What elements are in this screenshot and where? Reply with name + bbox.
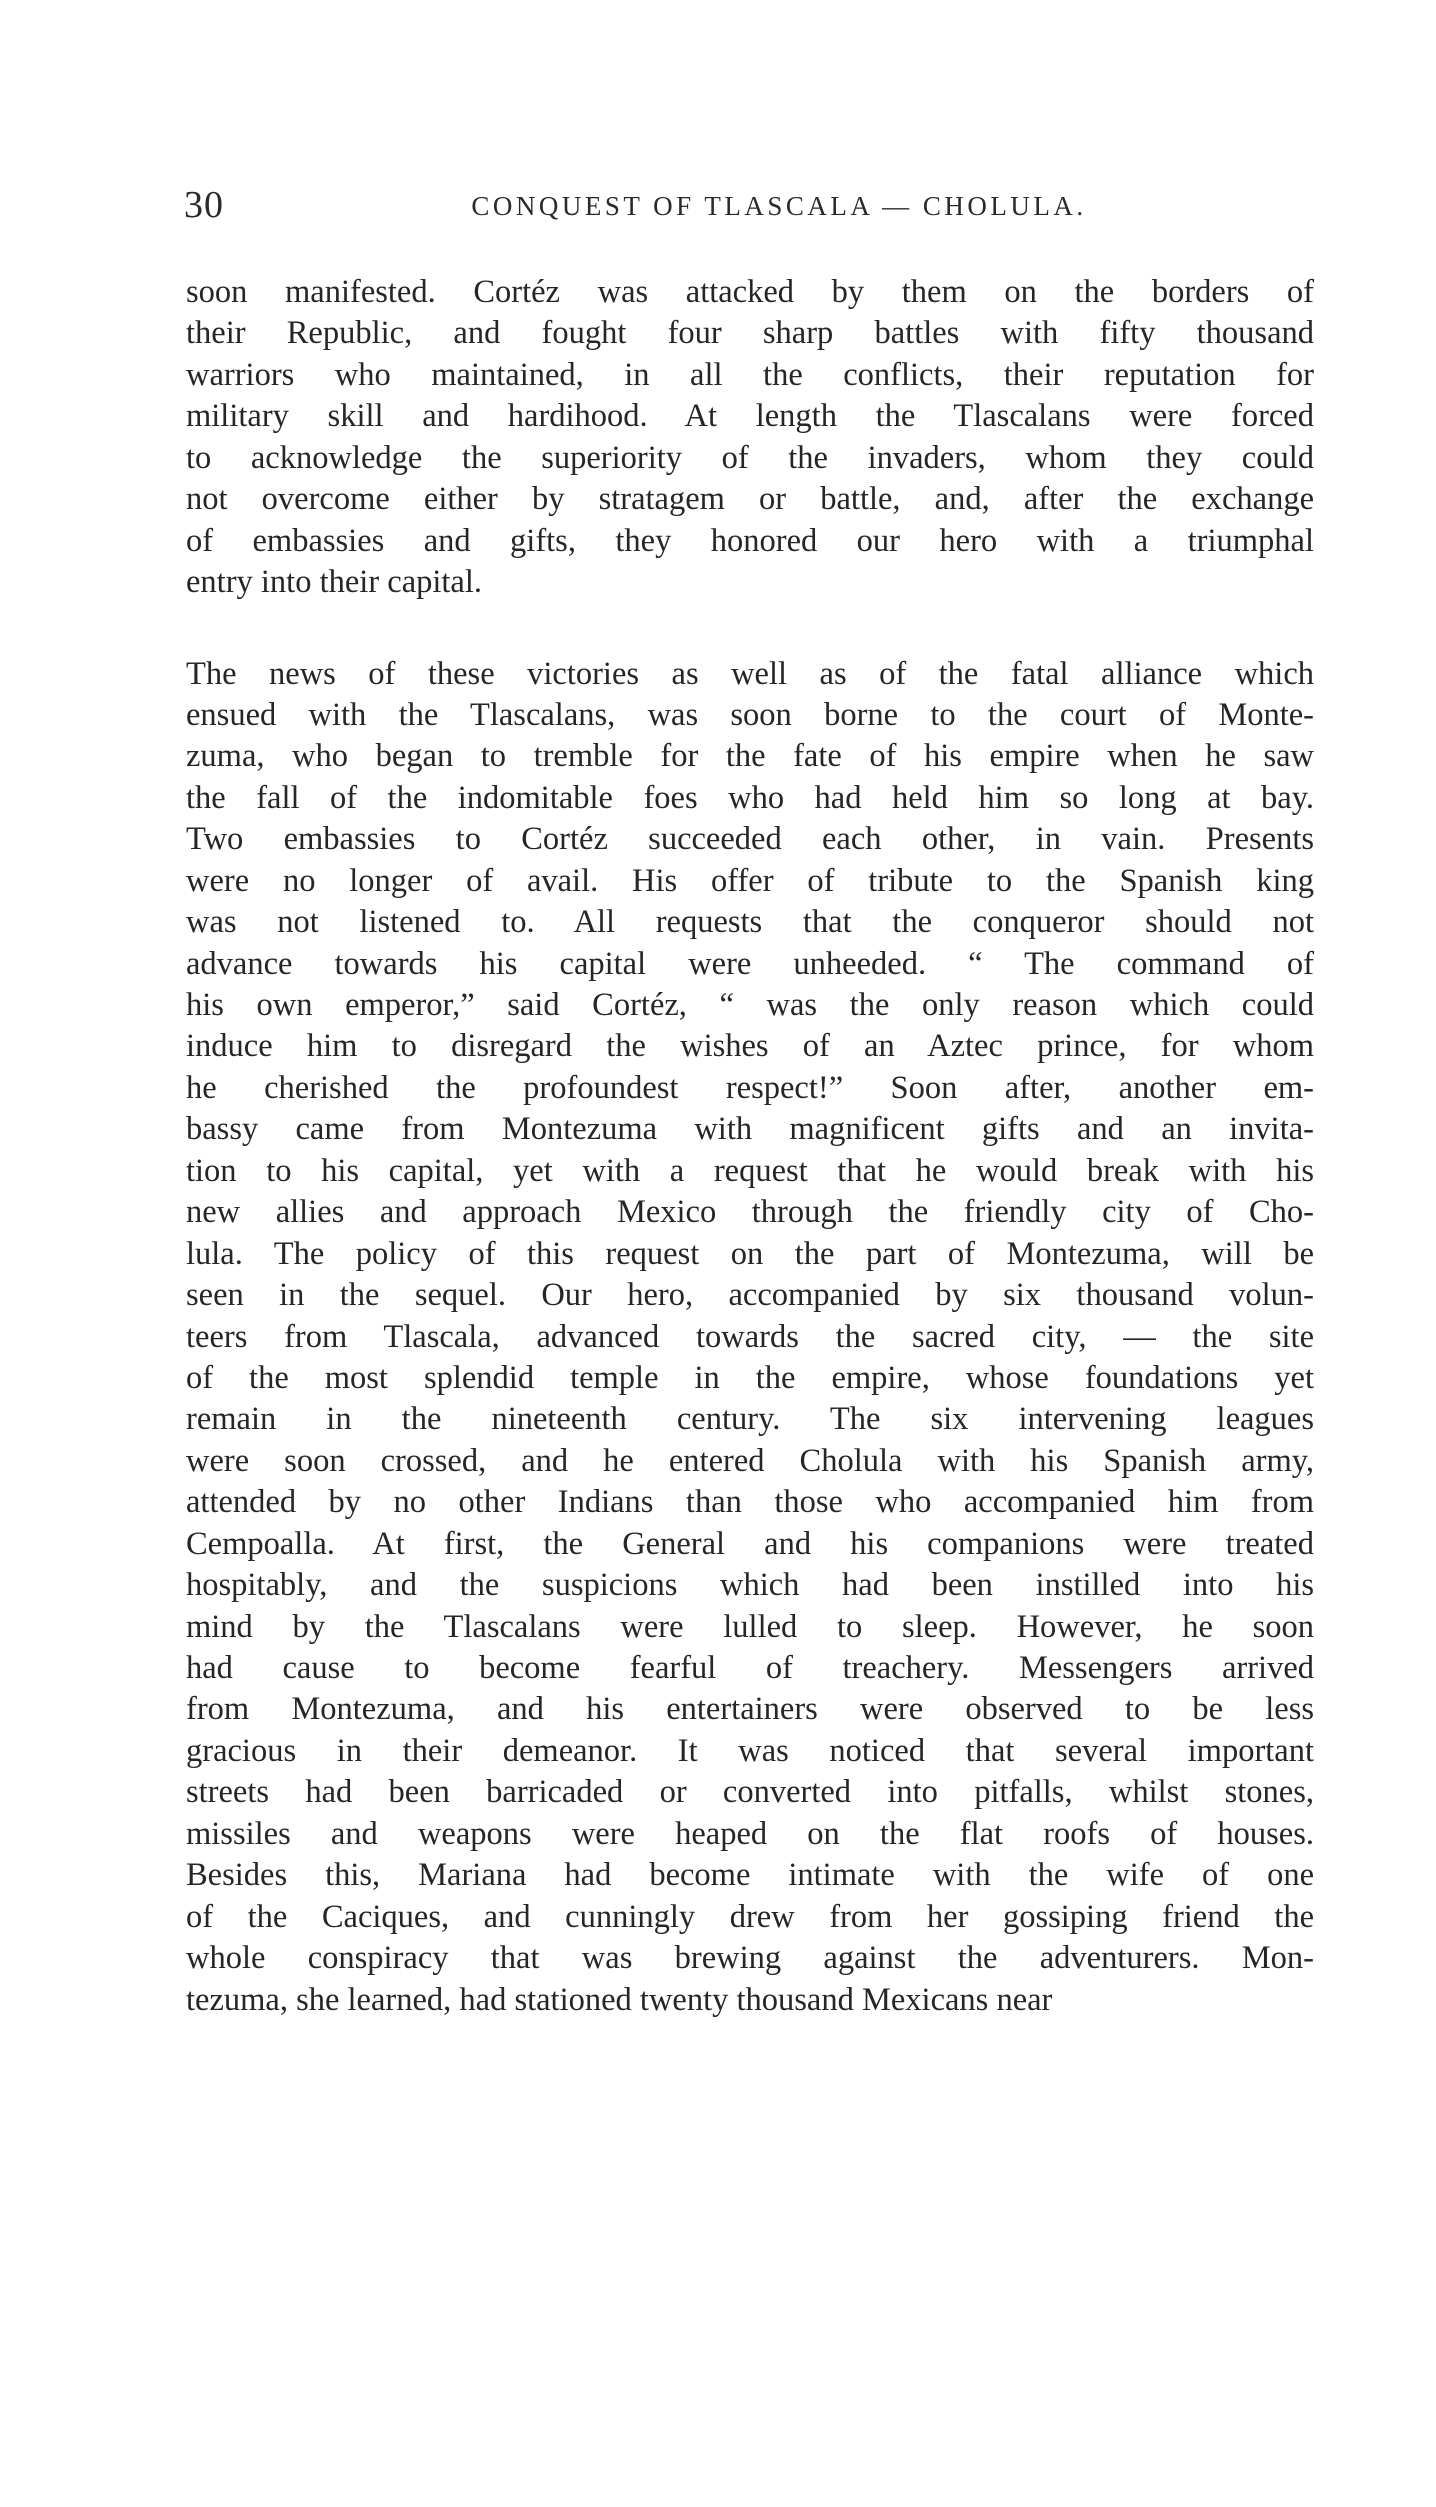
text-line: of the most splendid temple in the empire, whose foundations yet [186, 1359, 1314, 1396]
text-line: induce him to disregard the wishes of an Aztec prince, for whom [186, 1028, 1314, 1065]
text-line: gracious in their demeanor. It was noticed that several important [186, 1732, 1314, 1769]
text-line: their Republic, and fought four sharp battles with fifty thousand [186, 315, 1314, 352]
paragraph-gap [186, 604, 1314, 654]
text-line: new allies and approach Mexico through the friendly city of Cho- [186, 1194, 1314, 1231]
text-line: the fall of the indomitable foes who had held him so long at bay. [186, 779, 1314, 816]
text-line: soon manifested. Cortéz was attacked by them on the borders of [186, 274, 1314, 310]
text-line: military skill and hardihood. At length the Tlascalans were forced [186, 398, 1314, 435]
text-line: zuma, who began to tremble for the fate of his empire when he saw [186, 738, 1314, 775]
running-head: CONQUEST OF TLASCALA — CHOLULA. [471, 191, 1087, 221]
text-line: were soon crossed, and he entered Cholula with his Spanish army, [186, 1442, 1314, 1479]
text-line: missiles and weapons were heaped on the flat roofs of houses. [186, 1815, 1314, 1852]
page-header [184, 180, 1314, 230]
text-line: warriors who maintained, in all the conflicts, their reputation for [186, 356, 1314, 393]
paragraph [186, 272, 1314, 604]
text-line: to acknowledge the superiority of the invaders, whom they could [186, 439, 1314, 476]
text-line: his own emperor,” said Cortéz, “ was the only reason which could [186, 987, 1314, 1023]
text-line: remain in the nineteenth century. The six intervening leagues [186, 1401, 1314, 1438]
text-line: teers from Tlascala, advanced towards the sacred city, — the site [186, 1318, 1314, 1355]
text-line: The news of these victories as well as of the fatal alliance which [186, 655, 1314, 692]
text-line: ensued with the Tlascalans, was soon borne to the court of Monte- [186, 696, 1314, 733]
text-line: not overcome either by stratagem or battle, and, after the exchange [186, 481, 1314, 518]
text-line: streets had been barricaded or converted into pitfalls, whilst stones, [186, 1774, 1314, 1811]
text-line: had cause to become fearful of treachery. Messengers arrived [186, 1650, 1314, 1686]
page-number: 30 [184, 184, 224, 226]
text-line: whole conspiracy that was brewing against the adventurers. Mon- [186, 1940, 1314, 1977]
text-line: lula. The policy of this request on the part of Montezuma, will be [186, 1235, 1314, 1272]
text-line: hospitably, and the suspicions which had been instilled into his [186, 1567, 1314, 1604]
text-line: of the Caciques, and cunningly drew from her gossiping friend the [186, 1898, 1314, 1935]
text-line: advance towards his capital were unheeded. “ The command of [186, 945, 1314, 982]
paragraph [186, 654, 1314, 2021]
text-line: was not listened to. All requests that the conqueror should not [186, 904, 1314, 941]
text-line: entry into their capital. [186, 564, 483, 601]
text-line: Cempoalla. At first, the General and his companions were treated [186, 1525, 1314, 1562]
body-text [186, 272, 1314, 2021]
text-line: he cherished the profoundest respect!” Soon after, another em- [186, 1069, 1314, 1106]
text-line: were no longer of avail. His offer of tribute to the Spanish king [186, 862, 1314, 899]
text-line: seen in the sequel. Our hero, accompanied by six thousand volun- [186, 1277, 1314, 1314]
text-line: Besides this, Mariana had become intimate with the wife of one [186, 1857, 1314, 1894]
text-line: bassy came from Montezuma with magnificent gifts and an invita- [186, 1111, 1314, 1148]
text-line: tezuma, she learned, had stationed twenty thousand Mexicans near [186, 1981, 1053, 2018]
text-line: of embassies and gifts, they honored our hero with a triumphal [186, 522, 1314, 559]
text-line: attended by no other Indians than those who accompanied him from [186, 1484, 1314, 1521]
text-line: Two embassies to Cortéz succeeded each other, in vain. Presents [186, 821, 1314, 858]
text-line: from Montezuma, and his entertainers were observed to be less [186, 1691, 1314, 1728]
text-line: mind by the Tlascalans were lulled to sleep. However, he soon [186, 1608, 1314, 1645]
text-line: tion to his capital, yet with a request that he would break with his [186, 1152, 1314, 1189]
